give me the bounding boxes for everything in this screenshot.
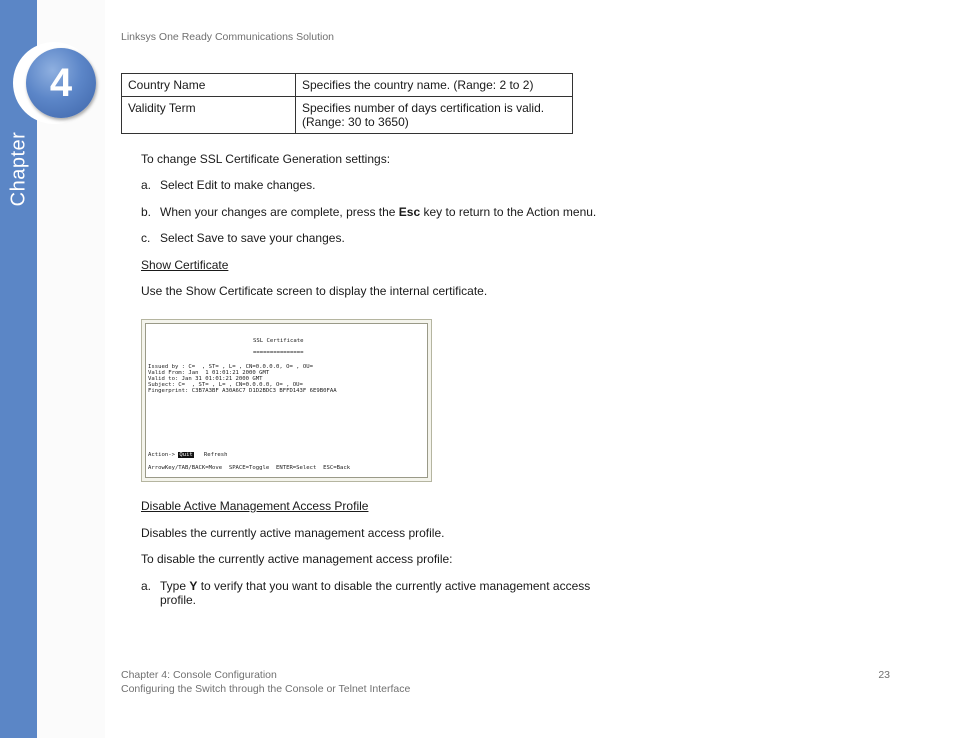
desc-line: Specifies number of days certification is valid. <box>302 101 545 115</box>
step-text-post: to verify that you want to disable the currently active management access <box>197 579 591 593</box>
step-text: Select Save to save your changes. <box>160 231 345 245</box>
show-certificate-desc: Use the Show Certificate screen to display the internal certificate. <box>141 284 488 298</box>
parameter-table <box>121 73 573 134</box>
desc-line: Specifies the country name. (Range: 2 to 2) <box>302 78 534 92</box>
table-cell-desc <box>296 74 573 97</box>
step-text: Select Edit to make changes. <box>160 178 316 192</box>
chapter-label: Chapter <box>7 131 30 207</box>
chapter-badge <box>26 48 96 118</box>
action-refresh: Refresh <box>203 452 228 458</box>
footer-section: Configuring the Switch through the Console or Telnet Interface <box>121 683 411 695</box>
action-label: Action-> <box>148 452 175 458</box>
step-marker: b. <box>141 205 152 219</box>
disable-profile-desc: Disables the currently active management access profile. <box>141 526 445 540</box>
cert-line: Fingerprint: C3B7A3BF A30A6C7 D1D2BDC3 BFFD143F 6E9B0FAA <box>148 388 337 394</box>
table-row <box>122 74 573 97</box>
screen-title: SSL Certificate <box>253 338 304 344</box>
step-marker: c. <box>141 231 151 245</box>
step-text-pre: When your changes are complete, press the <box>160 205 399 219</box>
table-cell-name: Validity Term <box>122 97 296 134</box>
step-marker: a. <box>141 178 152 192</box>
action-quit: Quit <box>179 452 193 458</box>
cert-line: Valid From: Jan 1 01:01:21 2000 GMT <box>148 370 270 376</box>
intro-paragraph: To change SSL Certificate Generation settings: <box>141 152 391 166</box>
step-text <box>160 579 590 607</box>
disable-profile-intro: To disable the currently active management access profile: <box>141 552 453 566</box>
cert-line: Valid to: Jan 31 01:01:21 2000 GMT <box>148 376 263 382</box>
page-number: 23 <box>878 669 890 681</box>
step-text-post: key to return to the Action menu. <box>420 205 597 219</box>
step-text <box>160 205 596 219</box>
chapter-number: 4 <box>49 61 73 105</box>
table-cell-desc <box>296 97 573 134</box>
console-screen <box>145 323 428 478</box>
show-certificate-heading: Show Certificate <box>141 258 229 272</box>
action-row <box>148 452 228 458</box>
key-name: Esc <box>398 205 421 219</box>
ssl-certificate-screenshot <box>141 319 432 482</box>
table-row <box>122 97 573 134</box>
step-text-line2: profile. <box>160 593 197 607</box>
disable-profile-heading: Disable Active Management Access Profile <box>141 499 369 513</box>
key-name: Y <box>189 579 198 593</box>
step-marker: a. <box>141 579 152 593</box>
footer-chapter: Chapter 4: Console Configuration <box>121 669 277 681</box>
table-cell-name: Country Name <box>122 74 296 97</box>
step-text-pre: Type <box>160 579 190 593</box>
key-help: ArrowKey/TAB/BACK=Move SPACE=Toggle ENTER=Select ESC=Back <box>148 465 351 471</box>
cert-line: Subject: C= , ST= , L= , CN=0.0.0.0, O= , OU= <box>148 382 303 388</box>
cert-line: Issued by : C= , ST= , L= , CN=0.0.0.0, O= , OU= <box>148 364 314 370</box>
screen-rule: =============== <box>253 350 304 356</box>
running-header: Linksys One Ready Communications Solution <box>121 31 335 43</box>
desc-line: (Range: 30 to 3650) <box>302 115 409 129</box>
